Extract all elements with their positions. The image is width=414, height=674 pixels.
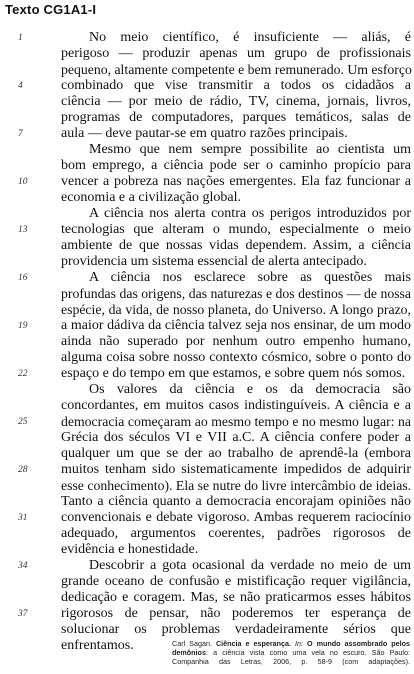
line-number: 37 [18,609,28,619]
text-line: grande oceano de confusão e mistificação requer vigilância, [61,574,411,589]
line-number: 22 [18,369,28,379]
text-line: dedicação e coragem. Mas, se não praticarmos esses hábitos [61,590,411,605]
source-in: In: [295,639,304,648]
line-number: 7 [18,129,23,139]
line-number: 28 [18,465,28,475]
text-line: aula — deve pautar-se em quatro razões principais. [61,126,348,141]
text-line: rigorosos de pensar, não poderemos ter esperança de [61,606,411,621]
text-line: Tanto a ciência quanto a democracia encorajam opiniões não [61,494,411,509]
text-line: pequeno, altamente competente e bem remunerado. Um esforço [61,62,412,77]
text-line: A ciência nos alerta contra os perigos introduzidos por [89,206,411,221]
line-number: 31 [18,513,28,523]
source-chapter: Ciência e esperança. [215,639,292,648]
text-line: espaço e do tempo em que estamos, e sobre quem nós somos. [61,366,406,381]
text-line: esse conhecimento). Ela se nutre do livre intercâmbio de ideias. [61,478,412,493]
text-line: qualquer um que se der ao trabalho de aprendê-la (embora [61,446,411,461]
text-line: providencia um sistema essencial de alerta antecipado. [61,254,367,269]
text-line: a maior dádiva da ciência talvez seja nos ensinar, de um modo [61,318,411,333]
source-rest: : a ciência vista como uma vela no escuro. São Paulo: Companhia das Letras, 2006, p. 58-9 (com adaptações). [172,648,410,667]
text-line: bom emprego, a ciência pode ser o caminho propício para [61,158,411,173]
text-line: Mesmo que nem sempre possibilite ao cientista um [89,142,411,157]
text-line: espécie, da vida, de nosso planeta, do Universo. A longo prazo, [61,302,411,317]
text-line: perigoso — produzir apenas um grupo de profissionais [61,46,411,61]
source-book: O mundo assombrado pelos demônios [172,639,410,658]
line-number: 1 [18,33,23,43]
source-author: Carl Sagan. [172,639,212,648]
text-line: muitos tenham sido sistematicamente impedidos de adquirir [61,462,411,477]
text-title: Texto CG1A1-I [5,2,97,17]
text-line: convencionais e debate vigoroso. Ambas requerem raciocínio [61,510,411,525]
text-line: economia e a civilização global. [61,190,241,205]
line-number: 10 [18,177,28,187]
text-line: democracia começaram ao mesmo tempo e no mesmo lugar: na [61,414,411,429]
line-number: 13 [18,225,28,235]
text-line: vencer a pobreza nas nações emergentes. Ela faz funcionar a [61,174,411,189]
text-line: enfrentamos. [61,638,134,653]
line-number: 4 [18,81,23,91]
text-line: concordantes, em muitos casos indistinguíveis. A ciência e a [61,398,411,413]
text-line: solucionar os problemas verdadeiramente sérios que [61,622,411,637]
text-line: ciência — por meio de rádio, TV, cinema, jornais, livros, [61,94,411,109]
text-line: No meio científico, é insuficiente — aliás, é [89,30,411,45]
text-line: alguma coisa sobre nosso contexto cósmico, sobre o ponto do [61,350,411,365]
text-line: A ciência nos esclarece sobre as questões mais [89,270,411,285]
text-line: programas de computadores, parques temáticos, salas de [61,110,411,125]
text-line: Os valores da ciência e os da democracia são [89,382,411,397]
text-line: profundas das origens, das naturezas e dos destinos — de nossa [61,286,411,301]
text-line: ambiente de que nossas vidas dependem. Assim, a ciência [61,238,411,253]
text-line: tecnologias que alteram o mundo, especialmente o meio [61,222,411,237]
text-line: Grécia dos séculos VI e VII a.C. A ciência confere poder a [61,430,411,445]
text-line: adequado, argumentos coerentes, padrões rigorosos de [61,526,411,541]
line-number: 19 [18,321,28,331]
text-line: evidência e honestidade. [61,542,199,557]
line-number: 16 [18,273,28,283]
text-line: ainda não superado por nenhum outro empenho humano, [61,334,411,349]
text-line: combinado que vise transmitir a todos os cidadãos a [61,78,411,93]
line-number: 34 [18,561,28,571]
text-line: Descobrir a gota ocasional da verdade no meio de um [89,558,411,573]
source-citation [172,639,410,667]
line-number: 25 [18,417,28,427]
